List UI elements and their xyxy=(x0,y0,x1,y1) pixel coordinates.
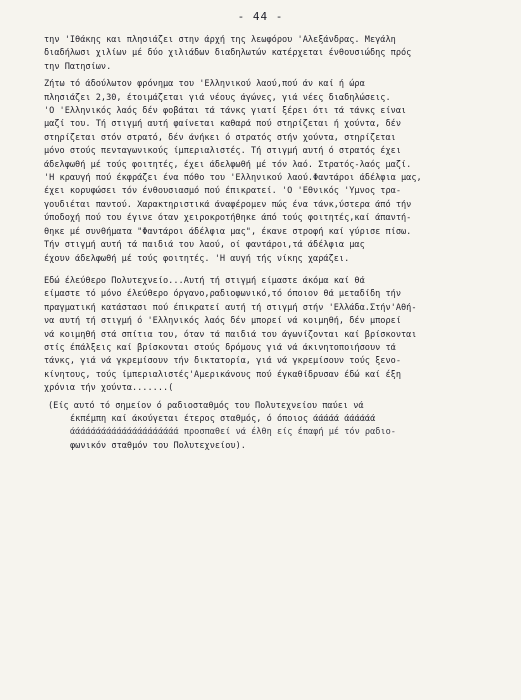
text-line: την 'Ιθάκης και πλησιάζει στην άρχή της λεωφόρου 'Αλεξάνδρας. Μεγάλη xyxy=(44,35,396,45)
text-line: Εδώ έλεύθερο Πολυτεχνείο...Αυτή τή στιγμή είμαστε άκόμα καί θά xyxy=(44,275,365,286)
text-line: είμαστε τό μόνο έλεύθερο όργανο,ραδιοφωνικό,τό όποιον θά μεταδίδη τήν xyxy=(44,289,401,300)
text-line: μαζί του. Τή στιγμή αυτή φαίνεται καθαρά πού στηρίζεται ή χούντα, δέν xyxy=(44,119,401,130)
text-line: στίς έπάλξεις καί βρίσκονται στούς δρόμους γιά νά άκινητοποιήσουν τά xyxy=(44,342,396,353)
text-line: άάάάάάάάάάάάάάάάάάάάά προσπαθεί νά έλθη είς έπαφή μέ τόν ραδιο- xyxy=(70,427,396,438)
text-line: γουδιέται παντού. Χαρακτηριστικά άναφέρομεν πώς ένα τάνκ,ύστερα άπό τήν xyxy=(44,199,412,210)
text-line: ύποδοχή πού του έγινε όταν χειροκροτήθηκε άπό τούς φοιτητές,καί άπαντή- xyxy=(44,213,412,224)
text-line: διαδήλωσι χιλίων μέ δύο χιλιάδων διαδηλωτών κατέρχεται ένθουσιώδης πρός xyxy=(44,48,412,59)
text-line: μόνο στούς πενταγωνικούς ίμπεριαλιστές. Τή στιγμή αυτή ό στρατός έχει xyxy=(44,146,401,157)
text-line: (Είς αυτό τό σημείον ό ραδιοσταθμός του Πολυτεχνείου παύει νά xyxy=(48,400,364,411)
text-line: θηκε μέ συνθήματα "Φαντάροι άδέλφια μας", έκανε στροφή καί γύρισε πίσω. xyxy=(44,226,412,237)
text-line: νά κοιμηθή στά σπίτια του, όταν τά παιδιά του άγωνίζονται καί βρίσκονται xyxy=(44,329,417,340)
paragraph-3 xyxy=(44,275,512,396)
text-line: Τήν στιγμή αυτή τά παιδιά του λαού, οί φαντάροι,τά άδέλφια μας xyxy=(44,240,365,251)
text-line: πραγματική κατάστασι πού έπικρατεί αυτή τή στιγμή στήν 'Ελλάδα.Στήν'Αθή- xyxy=(44,302,417,313)
text-line: να αυτή τή στιγμή ό 'Ελληνικός λαός δέν μπορεί νά κοιμηθή, δέν μπορεί xyxy=(44,316,401,327)
text-line: 'Η κραυγή πού έκφράζει ένα πόθο του 'Ελληνικού λαού.Φαντάροι άδέλφια μας, xyxy=(44,173,422,184)
text-line: κίνητους, τούς ίμπεριαλιστές'Αμερικάνους πού έγκαθίδρυσαν έδώ καί έξη xyxy=(44,369,401,380)
text-line: στηρίζεται στόν στρατό, δέν άνήκει ό στρατός στήν χούντα, στηρίζεται xyxy=(44,132,396,143)
page-number: - 44 - xyxy=(237,10,284,23)
text-line: 'Ο 'Ελληνικός λαός δέν φοβάται τά τάνκς γιατί ξέρει ότι τά τάνκς είναι xyxy=(44,106,407,117)
text-line: έχει κορυφώσει τόν ένθουσιασμό πού έπικρατεί. 'Ο 'Εθνικός 'Υμνος τρα- xyxy=(44,186,401,197)
text-line: την Πατησίων. xyxy=(44,61,112,72)
text-line: έκπέμπη καί άκούγεται έτερος σταθμός, ό όποιος άάάάά άάάάάά xyxy=(70,413,376,424)
paragraph-1 xyxy=(44,34,512,74)
text-line: Ζήτω τό άδούλωτον φρόνημα του 'Ελληνικού λαού,πού άν καί ή ώρα xyxy=(44,79,365,90)
closing-note xyxy=(48,400,512,454)
text-line: φωνικόν σταθμόν του Πολυτεχνείου). xyxy=(70,440,246,451)
text-line: πλησιάζει 2,30, έτοιμάζεται γιά νέους άγώνες, γιά νέες διαδηλώσεις. xyxy=(44,92,391,103)
text-line: έχουν άδελφωθή μέ τούς φοιτητές. 'Η αυγή τής νίκης χαράζει. xyxy=(44,253,350,264)
text-line: χρόνια τήν χούντα.......( xyxy=(44,383,174,394)
text-line: άδελφωθή μέ τούς φοιτητές, έχει άδελφωθή μέ τόν λαό. Στρατός-λαός μαζί. xyxy=(44,159,412,170)
document-body xyxy=(44,34,512,453)
paragraph-2 xyxy=(44,78,512,266)
text-line: τάνκς, γιά νά γκρεμίσουν τήν δικτατορία, γιά νά γκρεμίσουν τούς ξενο- xyxy=(44,356,401,367)
